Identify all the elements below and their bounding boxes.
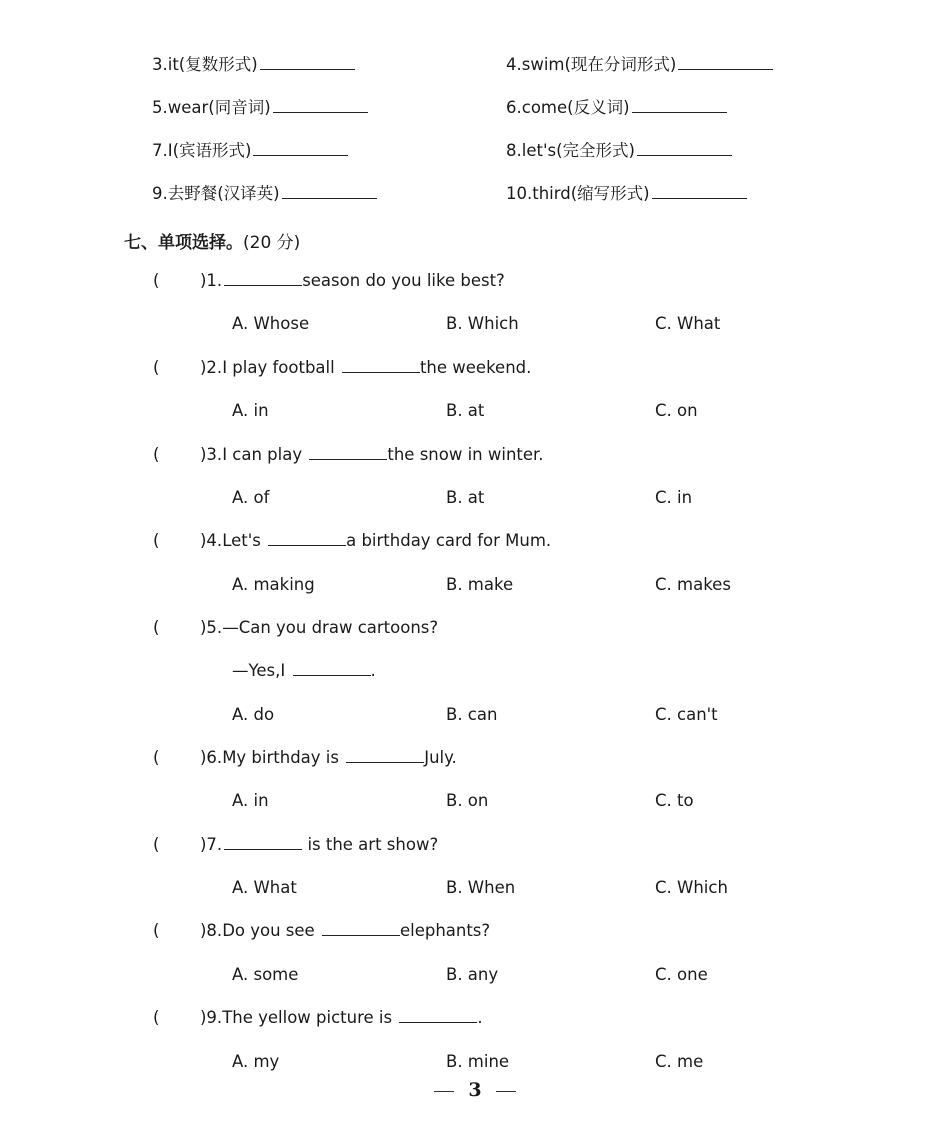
question-text: Let's <box>222 531 261 550</box>
answer-blank[interactable] <box>652 197 747 199</box>
question-6 <box>200 748 457 768</box>
answer-blank[interactable] <box>637 154 732 156</box>
option-b[interactable]: B. any <box>446 965 499 984</box>
question-text: —Yes,I <box>232 661 286 680</box>
answer-blank[interactable] <box>268 544 346 546</box>
option-a[interactable]: A. of <box>232 488 270 507</box>
question-text: —Can you draw cartoons? <box>222 618 439 637</box>
answer-paren[interactable]: ( <box>153 835 160 854</box>
question-8 <box>200 921 490 941</box>
option-a[interactable]: A. my <box>232 1052 280 1071</box>
option-a[interactable]: A. Whose <box>232 314 310 333</box>
answer-paren[interactable]: ( <box>153 531 160 550</box>
answer-blank[interactable] <box>273 111 368 113</box>
question-3 <box>200 445 544 465</box>
fill-in-label: 8.let's(完全形式) <box>506 141 635 160</box>
fill-in-label: 9.去野餐(汉译英) <box>152 184 280 203</box>
option-c[interactable]: C. makes <box>655 575 731 594</box>
question-text: the weekend. <box>419 358 532 377</box>
answer-paren[interactable]: ( <box>153 921 160 940</box>
question-5 <box>200 618 438 638</box>
answer-paren[interactable]: ( <box>153 1008 160 1027</box>
option-c[interactable]: C. can't <box>655 705 718 724</box>
option-a[interactable]: A. some <box>232 965 299 984</box>
option-a[interactable]: A. making <box>232 575 315 594</box>
fill-in-5 <box>152 98 368 118</box>
option-b[interactable]: B. mine <box>446 1052 510 1071</box>
answer-blank[interactable] <box>253 154 348 156</box>
answer-paren[interactable]: ( <box>153 618 160 637</box>
fill-in-10 <box>506 184 747 204</box>
answer-blank[interactable] <box>282 197 377 199</box>
option-b[interactable]: B. at <box>446 488 485 507</box>
question-number: )6. <box>200 748 223 767</box>
answer-blank[interactable] <box>224 284 302 286</box>
answer-blank[interactable] <box>322 934 400 936</box>
fill-in-3 <box>152 55 355 75</box>
answer-blank[interactable] <box>678 68 773 70</box>
option-c[interactable]: C. What <box>655 314 721 333</box>
fill-in-label: 10.third(缩写形式) <box>506 184 650 203</box>
question-number: )1. <box>200 271 223 290</box>
option-c[interactable]: C. me <box>655 1052 704 1071</box>
option-c[interactable]: C. in <box>655 488 693 507</box>
section-title: 七、单项选择。 <box>124 233 243 253</box>
question-number: )8. <box>200 921 223 940</box>
fill-in-label: 3.it(复数形式) <box>152 55 258 74</box>
option-b[interactable]: B. on <box>446 791 489 810</box>
question-number: )9. <box>200 1008 223 1027</box>
question-text: July. <box>424 748 457 767</box>
answer-blank[interactable] <box>346 761 424 763</box>
question-text: . <box>477 1008 483 1027</box>
answer-paren[interactable]: ( <box>153 445 160 464</box>
answer-paren[interactable]: ( <box>153 748 160 767</box>
question-text: the snow in winter. <box>387 445 544 464</box>
footer-dash-left <box>434 1091 454 1092</box>
question-4 <box>200 531 551 551</box>
question-text: a birthday card for Mum. <box>346 531 552 550</box>
option-c[interactable]: C. one <box>655 965 708 984</box>
fill-in-label: 5.wear(同音词) <box>152 98 271 117</box>
question-text: Do you see <box>222 921 315 940</box>
question-text: elephants? <box>399 921 491 940</box>
answer-paren[interactable]: ( <box>153 358 160 377</box>
fill-in-label: 4.swim(现在分词形式) <box>506 55 677 74</box>
option-b[interactable]: B. When <box>446 878 516 897</box>
question-number: )4. <box>200 531 223 550</box>
answer-blank[interactable] <box>224 848 302 850</box>
option-b[interactable]: B. at <box>446 401 485 420</box>
option-a[interactable]: A. in <box>232 791 269 810</box>
question-5-reply <box>232 661 376 681</box>
fill-in-7 <box>152 141 348 161</box>
answer-blank[interactable] <box>342 371 420 373</box>
answer-paren[interactable]: ( <box>153 271 160 290</box>
answer-blank[interactable] <box>293 674 371 676</box>
question-text: . <box>370 661 376 680</box>
fill-in-6 <box>506 98 727 118</box>
question-text: My birthday is <box>222 748 339 767</box>
page-number: 3 <box>468 1079 482 1101</box>
answer-blank[interactable] <box>309 458 387 460</box>
fill-in-label: 6.come(反义词) <box>506 98 630 117</box>
question-text: The yellow picture is <box>222 1008 393 1027</box>
answer-blank[interactable] <box>260 68 355 70</box>
question-text: is the art show? <box>307 835 439 854</box>
option-c[interactable]: C. to <box>655 791 694 810</box>
section-heading <box>124 228 300 253</box>
question-text: season do you like best? <box>302 271 505 290</box>
question-9 <box>200 1008 483 1028</box>
question-2 <box>200 358 531 378</box>
option-b[interactable]: B. Which <box>446 314 519 333</box>
option-b[interactable]: B. make <box>446 575 514 594</box>
question-number: )5. <box>200 618 223 637</box>
question-number: )2. <box>200 358 223 377</box>
option-a[interactable]: A. What <box>232 878 297 897</box>
question-7 <box>200 835 438 855</box>
option-a[interactable]: A. do <box>232 705 275 724</box>
option-c[interactable]: C. on <box>655 401 698 420</box>
fill-in-9 <box>152 184 377 204</box>
option-a[interactable]: A. in <box>232 401 269 420</box>
section-score: (20 分) <box>243 233 301 253</box>
option-b[interactable]: B. can <box>446 705 498 724</box>
fill-in-8 <box>506 141 732 161</box>
fill-in-label: 7.I(宾语形式) <box>152 141 252 160</box>
page-footer <box>0 1079 950 1101</box>
footer-dash-right <box>496 1091 516 1092</box>
question-1 <box>200 271 505 291</box>
fill-in-4 <box>506 55 773 75</box>
question-number: )7. <box>200 835 223 854</box>
answer-blank[interactable] <box>632 111 727 113</box>
option-c[interactable]: C. Which <box>655 878 728 897</box>
answer-blank[interactable] <box>399 1021 477 1023</box>
question-number: )3. <box>200 445 223 464</box>
question-text: I play football <box>222 358 335 377</box>
question-text: I can play <box>222 445 303 464</box>
